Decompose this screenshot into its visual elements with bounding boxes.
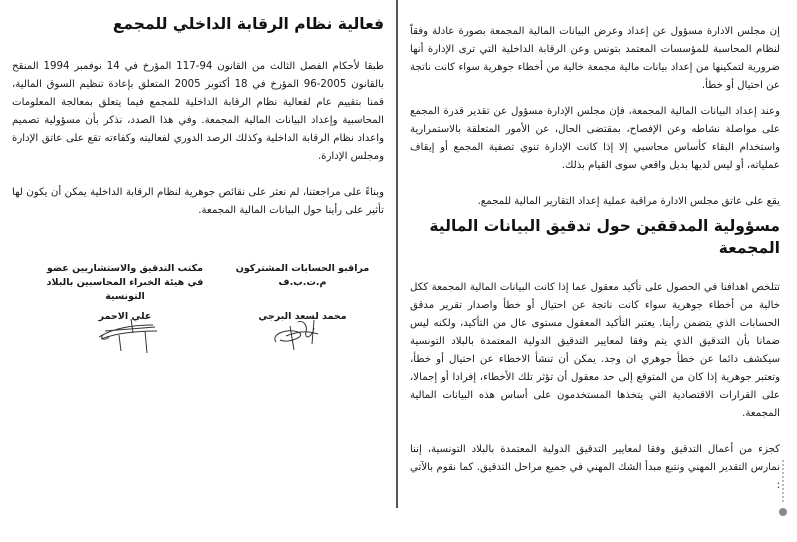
audit-procedures-paragraph: كجزء من أعمال التدقيق وفقا لمعايير التدقيق الدولية المعتمدة بالبلاد التونسية، إننا نمارس التقدير المهني ونتبع مبدأ الشك المهني في جميع مراحل التدقيق. كما نقوم بالآتي : <box>410 444 780 491</box>
internal-control-heading: فعالية نظام الرقابة الداخلي للمجمع <box>112 15 384 33</box>
margin-dots <box>782 460 784 502</box>
column-divider <box>396 0 398 508</box>
signature-image <box>95 315 165 355</box>
signature-image <box>268 314 328 354</box>
signatory-name: علي الاحمر <box>98 311 152 322</box>
board-responsibility-paragraph: إن مجلس الادارة مسؤول عن إعداد وعرض البيانات المالية المجمعة بصورة عادلة وفقاً لنظام المحاسبة للمؤسسات المعتمد بتونس وعن الرقابة الداخلية التي ترى الإدارة أنها ضرورية لتمكينها من إعداد بيانات مالية مجمعة خالية من أخطاء جوهرية سواء كانت ناتجة عن احتيال أو خطأ. <box>410 26 780 91</box>
conclusion-paragraph: وبناءً على مراجعتنا، لم نعثر على نقائص جوهرية لنظام الرقابة الداخلية يمكن أن يكون لها تأثير على رأينا حول البيانات المالية المجمعة. <box>12 187 384 216</box>
signatory-title: مراقبو الحسابات المشتركون م.ت.ب.ف <box>235 263 370 288</box>
margin-mark <box>777 460 789 520</box>
right-column <box>410 0 780 495</box>
auditor-responsibility-heading: مسؤولية المدققين حول تدقيق البيانات المالية المجمعة <box>429 217 780 257</box>
margin-disc-icon <box>779 508 787 516</box>
internal-control-paragraph: طبقا لأحكام الفصل الثالث من القانون 94-117 المؤرخ في 14 نوفمبر 1994 المنقح بالقانون 2005-96 المؤرخ في 18 أكتوبر 2005 المتعلق بإعادة تنظيم السوق المالية، قمنا بتقييم عام لفعالية نظام الرقابة الداخلية للمجمع فيما يتعلق بمعالجة المعلومات المحاسبية وإعداد البيانات المالية المجمعة. وفي هذا الصدد، نذكر بأن مسؤولية تصميم واعداد نظام الرقابة الداخلية وكذلك الرصد الدوري لفعاليته وكفاءته تقع على عاتق الإدارة ومجلس الإدارة. <box>12 61 384 162</box>
going-concern-paragraph: وعند إعداد البيانات المالية المجمعة، فإن مجلس الإدارة مسؤول عن تقدير قدرة المجمع على مواصلة نشاطه وعن الإفصاح، بمقتضى الحال، عن الأمور المتعلقة بالاستمرارية واستخدام البقاء كأساس محاسبي إلا إذا كانت الإدارة تنوي تصفية المجمع أو إيقاف عملياته، أو ليس لديها بديل واقعي سوى القيام بذلك. <box>410 106 780 171</box>
signatory-title: مكتب التدقيق والاستشاريين عضو في هيئة الخبراء المحاسبين بالبلاد التونسية <box>46 263 204 302</box>
audit-objectives-paragraph: تتلخص اهدافنا في الحصول على تأكيد معقول عما إذا كانت البيانات المالية المجمعة ككل خالية من أخطاء جوهرية سواء كانت ناتجة عن احتيال أو خطأ واصدار تقرير مدقق الحسابات الذي يتضمن رأينا. يعتبر التأكيد المعقول مستوى عال من التأكيد، ولكنه ليس ضمانا بأن التدقيق الذي يتم وفقا لمعايير التدقيق الدولية المعتمدة بالبلاد التونسية سيكشف دائما عن خطأ جوهري ان وجد. يمكن أن تنشأ الاخطاء عن احتيال أو خطأ، وتعتبر جوهرية إذا كان من المتوقع إلى حد معقول أن تؤثر تلك الأخطاء، إفرادا أو إجمالا، على القرارات الاقتصادية التي يتخذها المستخدمون على أساس هذه البيانات المالية المجمعة. <box>410 282 780 419</box>
board-oversight-paragraph: يقع على عاتق مجلس الادارة مراقبة عملية إعداد التقارير المالية للمجمع. <box>477 196 780 207</box>
signatory-name: محمد لسعد البرجي <box>258 311 347 322</box>
left-column <box>12 0 384 220</box>
